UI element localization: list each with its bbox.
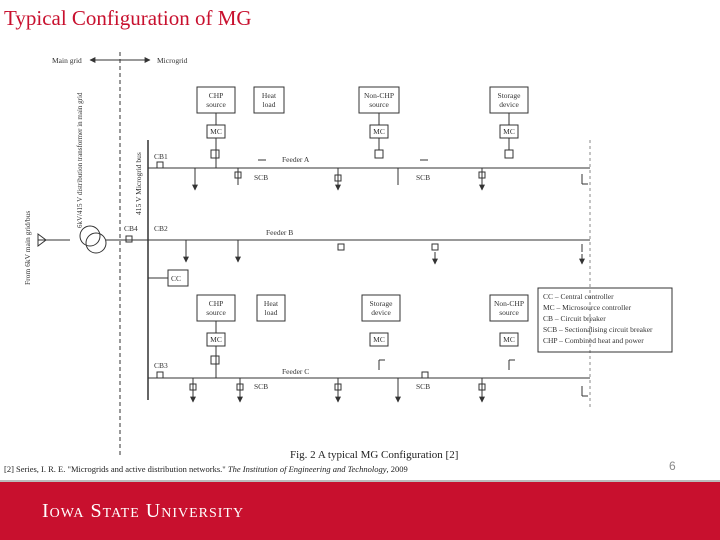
footer-bar <box>0 480 720 540</box>
feeder-a-label: Feeder A <box>282 155 310 164</box>
microgrid-bus-label: 415 V Microgrid bus <box>134 152 143 215</box>
scb-label: SCB <box>416 173 431 182</box>
scb-label: SCB <box>254 173 269 182</box>
reference-suffix: , 2009 <box>386 464 408 474</box>
nonchp-source-box: Non-CHP <box>363 91 395 100</box>
chp-source-box: CHP <box>208 91 224 100</box>
legend-item: CB – Circuit breaker <box>543 314 606 323</box>
legend-item: MC – Microsource controller <box>543 303 632 312</box>
feeder-c-label: Feeder C <box>282 367 310 376</box>
reference-journal: The Institution of Engineering and Technology <box>227 464 387 474</box>
slide-title: Typical Configuration of MG <box>4 6 252 30</box>
mc-box: MC <box>210 335 222 344</box>
feeder-b-label: Feeder B <box>266 228 294 237</box>
chp-source-box: source <box>206 100 226 109</box>
legend-item: CHP – Combined heat and power <box>543 336 644 345</box>
legend-item: SCB – Sectionalising circuit breaker <box>543 325 653 334</box>
storage-device-box: Storage <box>369 299 393 308</box>
main-grid-arrow-label: Main grid <box>52 56 82 65</box>
nonchp-source-box: Non-CHP <box>493 299 525 308</box>
reference-citation <box>4 464 408 474</box>
heat-load-box: Heat <box>261 91 277 100</box>
cb2-label: CB2 <box>154 224 168 233</box>
mc-box: MC <box>503 127 515 136</box>
figure-caption: Fig. 2 A typical MG Configuration [2] <box>290 449 459 461</box>
transformer-label: 6kV/415 V distribution transformer in main grid <box>76 92 84 228</box>
scb-label: SCB <box>416 382 431 391</box>
footer-divider <box>0 480 720 482</box>
cb1-label: CB1 <box>154 152 168 161</box>
heat-load-box: load <box>264 308 278 317</box>
heat-load-box: load <box>262 100 276 109</box>
reference-prefix: [2] Series, I. R. E. "Microgrids and active distribution networks." <box>4 464 228 474</box>
mc-box: MC <box>373 335 385 344</box>
chp-source-box: CHP <box>208 299 224 308</box>
heat-load-box: Heat <box>263 299 279 308</box>
cb4-label: CB4 <box>124 224 138 233</box>
main-grid-bus-label: From 6kV main grid/bus <box>23 210 32 285</box>
storage-device-box: device <box>499 100 519 109</box>
mc-box: MC <box>373 127 385 136</box>
nonchp-source-box: source <box>499 308 519 317</box>
cb3-label: CB3 <box>154 361 168 370</box>
university-logo-text: Iowa State University <box>42 500 245 522</box>
mc-box: MC <box>210 127 222 136</box>
microgrid-arrow-label: Microgrid <box>157 56 188 65</box>
mc-box: MC <box>503 335 515 344</box>
storage-device-box: Storage <box>497 91 521 100</box>
chp-source-box: source <box>206 308 226 317</box>
storage-device-box: device <box>371 308 391 317</box>
page-number: 6 <box>669 459 676 473</box>
legend-item: CC – Central controller <box>543 292 614 301</box>
scb-label: SCB <box>254 382 269 391</box>
cc-label: CC <box>171 274 182 283</box>
nonchp-source-box: source <box>369 100 389 109</box>
